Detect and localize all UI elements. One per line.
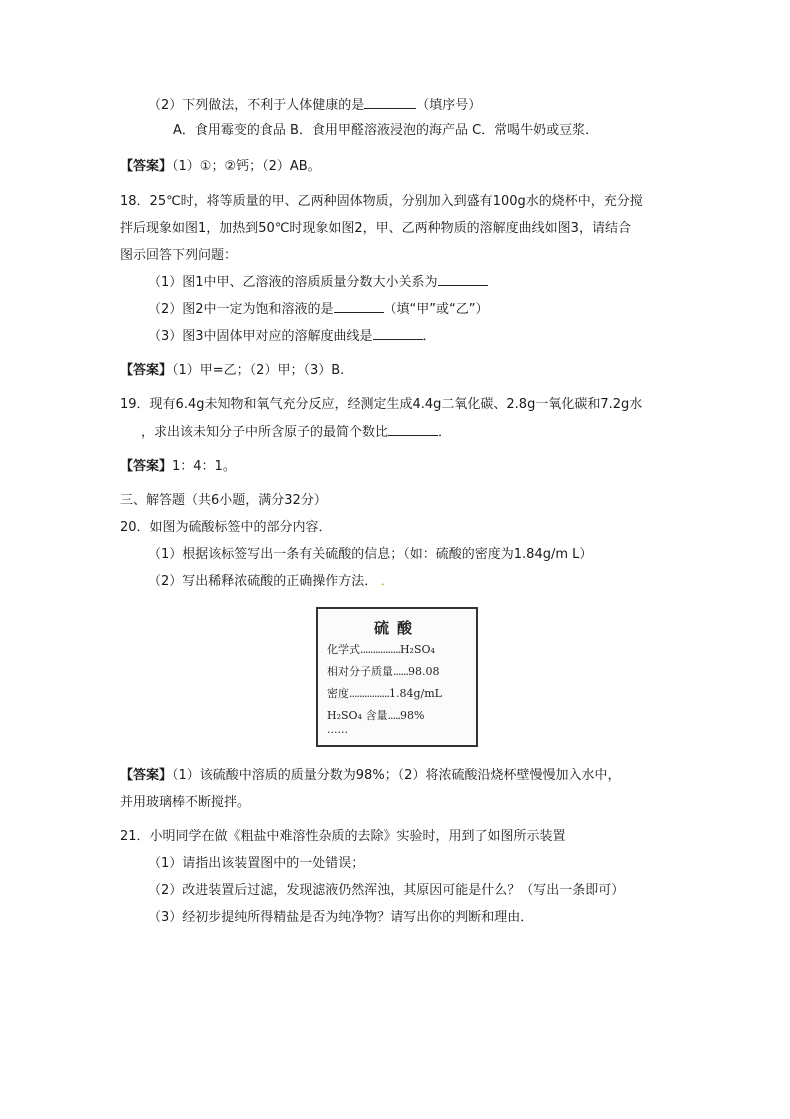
label-density-row: 密度................1.84g/mL [327,687,442,700]
q18-stem-line2: 拌后现象如图1，加热到50℃时现象如图2，甲、乙两种物质的溶解度曲线如图3，请结合 [120,221,631,236]
answer-blank [438,273,488,286]
q17-options: A．食用霉变的食品 B．食用甲醛溶液浸泡的海产品 C．常喝牛奶或豆浆． [173,123,599,138]
label-formula-row: 化学式................H₂SO₄ [327,643,435,656]
q18-sub1: （1）图1中甲、乙溶液的溶质质量分数大小关系为 [148,273,488,292]
q21-stem: 21．小明同学在做《粗盐中难溶性杂质的去除》实验时，用到了如图所示装置 [120,829,566,844]
q17-sub2: （2）下列做法，不利于人体健康的是 （填序号） [148,98,482,113]
q18-answer: 【答案】（1）甲=乙；（2）甲；（3）B. [120,363,345,378]
q21-sub3: （3）经初步提纯所得精盐是否为纯净物？请写出你的判断和理由． [148,910,534,925]
q21-sub2: （2）改进装置后过滤，发现滤液仍然浑浊，其原因可能是什么？（写出一条即可） [148,883,625,898]
q20-stem: 20．如图为硫酸标签中的部分内容． [120,520,332,535]
label-mass-row: 相对分子质量......98.08 [327,665,440,678]
label-content-row: H₂SO₄ 含量.....98% [327,709,425,722]
answer-blank [373,327,423,340]
q18-sub3: （3）图3中固体甲对应的溶解度曲线是 ． [148,329,436,344]
q21-sub1: （1）请指出该装置图中的一处错误； [148,856,365,871]
label-title: 硫酸 [373,619,420,637]
q20-answer-line2: 并用玻璃棒不断搅拌。 [120,795,251,810]
answer-blank [334,300,384,313]
q18-stem-line1: 18．25℃时，将等质量的甲、乙两种固体物质，分别加入到盛有100g水的烧杯中，充分搅 [120,194,643,209]
answer-blank [388,423,438,436]
q18-sub2: （2）图2中一定为饱和溶液的是 （填“甲”或“乙”） [148,302,489,317]
q20-sub2: （2）写出稀释浓硫酸的正确操作方法． ． [148,574,394,589]
q18-stem-line3: 图示回答下列问题： [120,248,238,263]
answer-blank [364,96,416,109]
q19-stem-line1: 19．现有6.4g未知物和氧气充分反应，经测定生成4.4g二氧化碳、2.8g一氧化碳和7.2g水 [120,397,643,412]
q20-answer-line1: 【答案】（1）该硫酸中溶质的质量分数为98%；（2）将浓硫酸沿烧杯壁慢慢加入水中， [120,768,621,783]
q19-stem-line2: ，求出该未知分子中所含原子的最简个数比 ． [141,425,452,440]
label-more-row: ...... [327,723,348,736]
sulfuric-acid-label [316,607,478,747]
q17-answer: 【答案】（1）①；②钙；（2）AB。 [120,159,321,174]
q20-sub1: （1）根据该标签写出一条有关硫酸的信息；（如：硫酸的密度为1.84g/m L） [148,547,593,562]
q19-answer: 【答案】1：4：1。 [120,459,236,474]
section3-heading: 三、解答题（共6小题，满分32分） [120,493,327,508]
